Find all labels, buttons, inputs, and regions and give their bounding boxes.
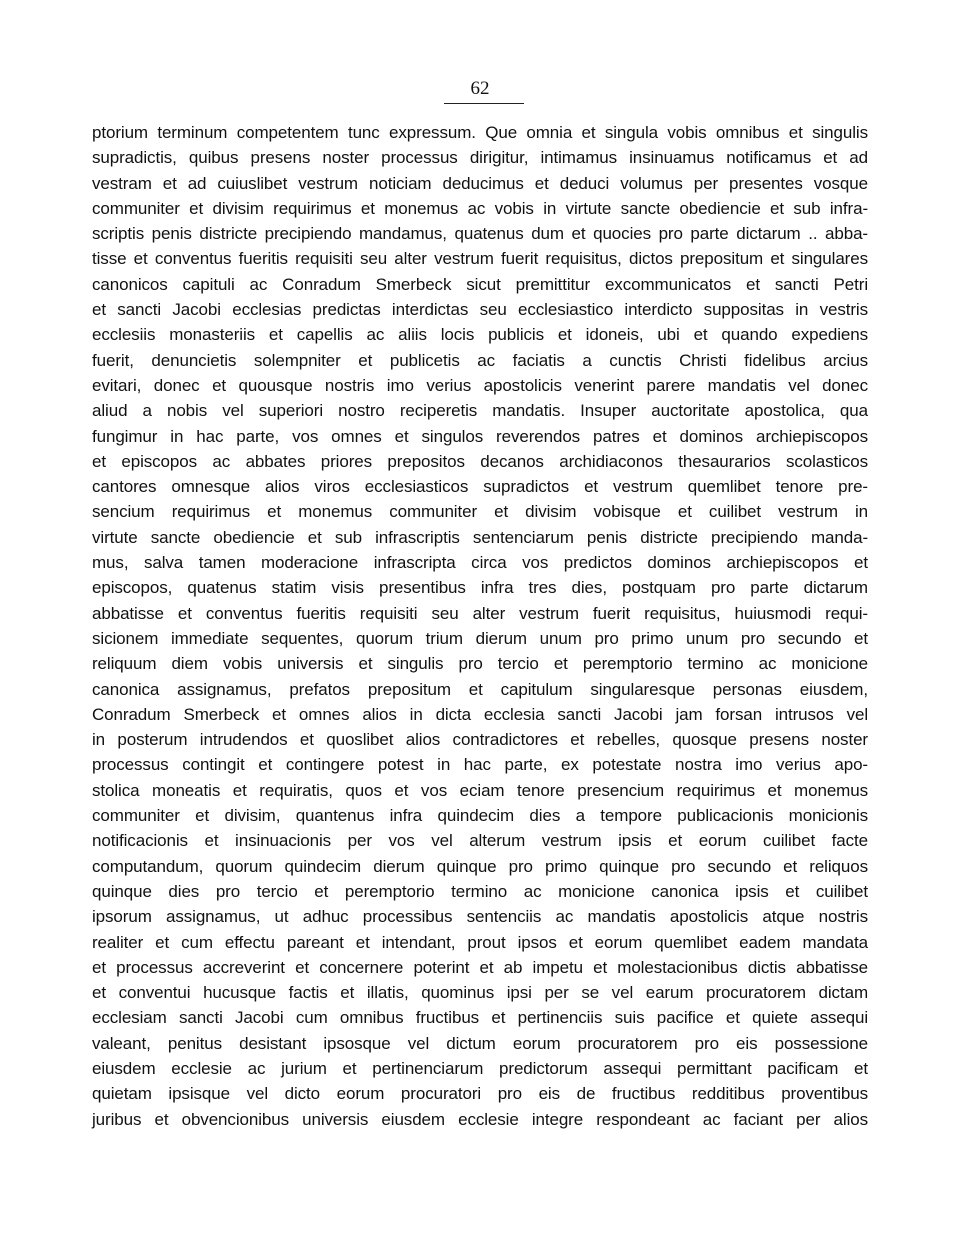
text-line: abbatisse et conventus fueritis requisiti seu alter vestrum fuerit requisitus, huiusmodi requi- [92,603,868,623]
text-line: virtute sancte obediencie et sub infrascriptis sentenciarum penis districte precipiendo manda- [92,527,868,547]
text-line: canonicos capituli ac Conradum Smerbeck sicut premittitur excommunicatos et sancti Petri [92,274,868,294]
text-line: episcopos, quatenus statim visis presentibus infra tres dies, postquam pro parte dictarum [92,578,868,598]
text-line: fuerit, denuncietis solempniter et publicetis ac faciatis a cunctis Christi fidelibus arcius [92,350,868,370]
text-block [92,120,868,1132]
text-line: reliquum diem vobis universis et singulis pro tercio et peremptorio termino ac monicione [92,654,868,674]
page-number: 62 [470,78,490,99]
text-line: realiter et cum effectu pareant et intendant, prout ipsos et eorum quemlibet eadem mandata [92,932,868,952]
text-line: communiter et divisim requirimus et monemus ac vobis in virtute sancte obediencie et sub infra- [92,198,868,218]
text-line: fungimur in hac parte, vos omnes et singulos reverendos patres et dominos archiepiscopos [92,426,868,446]
text-line: ecclesiis monasteriis et capellis ac aliis locis publicis et idoneis, ubi et quando expediens [92,325,868,345]
text-line: processus contingit et contingere potest in hac parte, ex potestate nostra imo verius apo- [92,755,868,775]
text-line: communiter et divisim, quantenus infra quindecim dies a tempore publicacionis monicionis [92,806,868,826]
text-line: tisse et conventus fueritis requisiti seu alter vestrum fuerit requisitus, dictos prepositum et singulares [92,249,868,269]
text-line: ipsorum assignamus, ut adhuc processibus sentenciis ac mandatis apostolicis atque nostris [92,907,868,927]
text-line: stolica moneatis et requiratis, quos et vos eciam tenore presencium requirimus et monemus [92,780,868,800]
text-line: ptorium terminum competentem tunc expressum. Que omnia et singula vobis omnibus et singulis [92,123,868,142]
text-line: et conventui hucusque factis et illatis, quominus ipsi per se vel earum procuratorem dictam [92,983,868,1003]
text-line: in posterum intrudendos et quoslibet alios contradictores et rebelles, quosque presens noster [92,730,868,750]
text-line: eiusdem ecclesie ac jurium et pertinenciarum predictorum assequi permittant pacificam et [92,1058,868,1078]
text-line: computandum, quorum quindecim dierum quinque pro primo quinque pro secundo et reliquos [92,856,868,876]
text-line: cantores omnesque alios viros ecclesiasticos supradictos et vestrum quemlibet tenore pre- [92,477,868,497]
text-line: sencium requirimus et monemus communiter et divisim vobisque et cuilibet vestrum in [92,502,868,522]
text-line: quietam ipsisque vel dicto eorum procuratori pro eis de fructibus redditibus proventibus [92,1084,868,1104]
text-line: supradictis, quibus presens noster processus dirigitur, intimamus insinuamus notificamus et ad [92,148,868,168]
text-line: vestram et ad cuiuslibet vestrum noticiam deducimus et deduci volumus per presentes vosque [92,173,868,193]
text-line: et sancti Jacobi ecclesias predictas interdictas seu ecclesiastico interdicto suppositas in vestris [92,300,868,320]
text-line: et episcopos ac abbates priores prepositos decanos archidiaconos thesaurarios scolasticos [92,451,868,471]
text-line: et processus accreverint et concernere poterint et ab impetu et molestacionibus dictis abbatisse [92,957,868,977]
text-line: quinque dies pro tercio et peremptorio termino ac monicione canonica ipsis et cuilibet [92,881,868,901]
text-line: Conradum Smerbeck et omnes alios in dicta ecclesia sancti Jacobi jam forsan intrusos vel [92,704,868,724]
text-line: evitari, donec et quousque nostris imo verius apostolicis venerint parere mandatis vel donec [92,375,868,395]
text-line: sicionem immediate sequentes, quorum trium dierum unum pro primo unum pro secundo et [92,628,868,648]
text-line: canonica assignamus, prefatos prepositum et capitulum singularesque personas eiusdem, [92,679,868,699]
text-line: ecclesiam sancti Jacobi cum omnibus fructibus et pertinenciis suis pacifice et quiete assequi [92,1008,868,1028]
text-line: valeant, penitus desistant ipsosque vel dictum eorum procuratorem pro eis possessione [92,1033,868,1053]
page-number-rule [444,103,524,104]
text-line: notificacionis et insinuacionis per vos vel alterum vestrum ipsis et eorum cuilibet facte [92,831,868,851]
text-line: aliud a nobis vel superiori nostro reciperetis mandatis. Insuper auctoritate apostolica, qua [92,401,868,421]
text-line: scriptis penis districte precipiendo mandamus, quatenus dum et quocies pro parte dictarum .. abba- [92,224,868,244]
text-line: mus, salva tamen moderacione infrascripta circa vos predictos dominos archiepiscopos et [92,553,868,573]
text-line: juribus et obvencionibus universis eiusdem ecclesie integre respondeant ac faciant per alios [92,1109,868,1129]
